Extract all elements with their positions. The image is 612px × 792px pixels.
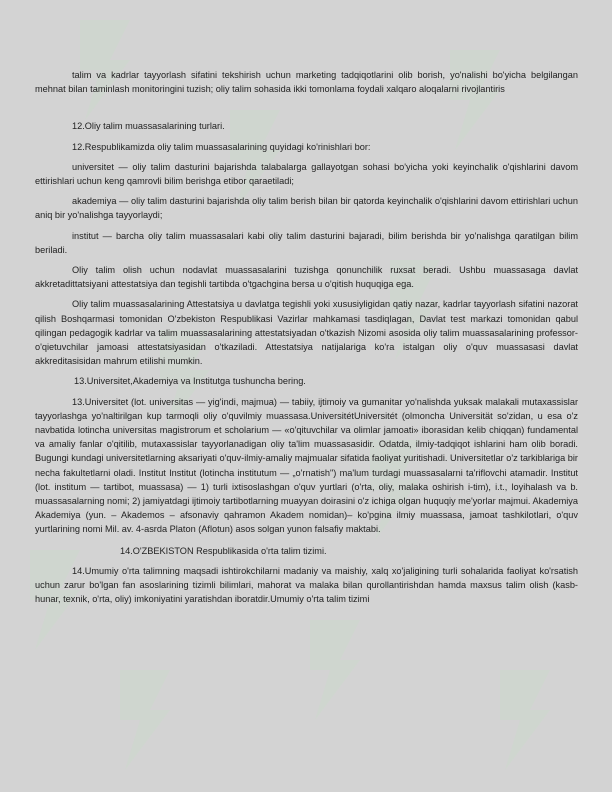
paragraph: 12.Respublikamizda oliy talim muassasalarining quyidagi ko'rinishlari bor:	[72, 141, 371, 152]
paragraph: universitet — oliy talim dasturini bajarishda talabalarga gallayotgan sohasi bo'yicha yoki keyinchalik o'qishlarini davom ettirishlari uchun keng qamrovli bilim berishga etibor qaraetiladi;	[35, 161, 578, 187]
paragraph-intro: talim va kadrlar tayyorlash sifatini tekshirish uchun marketing tadqiqotlarini olib borish, yo'nalishi bo'yicha belgilangan mehnat bilan taminlash monitoringini tuzish; oliy talim sohasida ikki tomonlama foydali xalqaro aloqalarni rivojlantiris	[35, 70, 578, 95]
paragraph: akademiya — oliy talim dasturini bajarishda oliy talim berish bilan bir qatorda keyinchalik o'qishlarini davom ettirishlari uchun aniq bir yo'nalishga tayyorlaydi;	[35, 196, 578, 221]
watermark-logo-icon	[110, 660, 180, 780]
paragraph: Oliy talim olish uchun nodavlat muassasalarini tuzishga qonunchilik ruxsat beradi. Ushbu muassasaga davlat akkretadittatsiyani attestatsiya dan tegishli tartibda o'tgachgina bersa u o'qitish huquqiga ega.	[35, 265, 578, 290]
paragraph: 13.Universitet (lot. universitas — yig'indi, majmua) — tabiiy, ijtimoiy va gumanitar yo'nalishda yuksak malakali mutaxassislar tayyorlashga yo'naltirilgan kup tarmoqli oliy o'quvilmiy muassasa.UniversitétUniversitét (olmoncha Universität so'zidan, u esa o'z navbatida lotincha universitas magistrorum et scholarium — «o'qituvchilar va olimlar jamoati» iborasidan kelib chiqqan) fundamental va amaliy fanlar o'qitilib, mutaxassislar tayyorlanadigan oliy ta'lim muassasasidir. Odatda, ilmiy-tadqiqot ishlarini ham olib boradi. Bugungi kundagi universitetlarning aksariyati o'quv-ilmiy-amaliy majmualar sifatida faoliyat yuritishadi. Universitetlar o'z tarkiblariga bir necha fakultetlarni oladi. Institut Institut (lotincha institutum — „o'rnatish") ma'lum turdagi muassasalarni ta'riflovchi atamadir. Institut (lot. institum — tartibot, muassasa) — 1) turli ixtisoslashgan o'quv yurtlari (o'rta, oliy, malaka oshirish i-tim), i.t., loyihalash va b. muassasalarning nomi; 2) jamiyatdagi ijtimoiy tartibotlarning muayyan doirasini o'z ichiga olgan huquqiy me'yorlar majmui. Akademiya Akademiya (yun. – Akademos – afsonaviy qahramon Akadem nomidan)– ko'pgina ilmiy muassasa, jamoat tashkilotlari, o'quv yurtlarining nomi Mil. av. 4-asrda Platon (Aflotun) asos solgan yunon falsafiy maktabi.	[35, 396, 578, 535]
paragraph: Oliy talim muassasalarining Attestatsiya u davlatga tegishli yoki xususiyligidan qatiy nazar, kadrlar tayyorlash sifatini nazorat qilish Boshqarmasi tomonidan O'zbekiston Respublikasi Vazirlar mahkamasi tasdiqlagan, Davlat test markazi tomonidan qabul qilingan pedagogik kadrlar va talim muassasalarining attestatsiyadan o'tkazish Nizomi asosida oliy talim muassasalarining professor-o'qietuvchilar jamoasi attestatsiyasidan o'tkaziladi. Attestatsiya natijalariga ko'ra istalgan oliy o'quv muassasasi davlat akkreditasisidan mahrum etilishi mumkin.	[35, 299, 578, 367]
document-page	[35, 68, 578, 607]
section-heading-12: 12.Oliy talim muassasalarining turlari.	[72, 121, 225, 132]
paragraph: institut — barcha oliy talim muassasalari kabi oliy talim dasturini bajaradi, bilim berishda bir yo'nalishga qaratilgan bilim beriladi.	[35, 230, 578, 255]
watermark-logo-icon	[490, 660, 560, 780]
section-heading-13: 13.Universitet,Akademiya va Institutga tushuncha bering.	[74, 376, 306, 387]
watermark-logo-icon	[300, 610, 370, 730]
paragraph: 14.Umumiy o'rta talimning maqsadi ishtirokchilarni madaniy va maishiy, xalq xo'jaligining turli sohalarida faoliyat ko'rsatish uchun zarur bo'lgan fan asoslarining tizimli bilimlari, mahorat va malaka bilan qurollantirishdan hamda maxsus talim olish (kasb-hunar, texnik, o'rta, oliy) imkoniyatini yaratishdan iboratdir.Umumiy o'rta talim tizimi	[35, 565, 578, 605]
section-heading-14: 14.O'ZBEKISTON Respublikasida o'rta talim tizimi.	[120, 545, 327, 556]
